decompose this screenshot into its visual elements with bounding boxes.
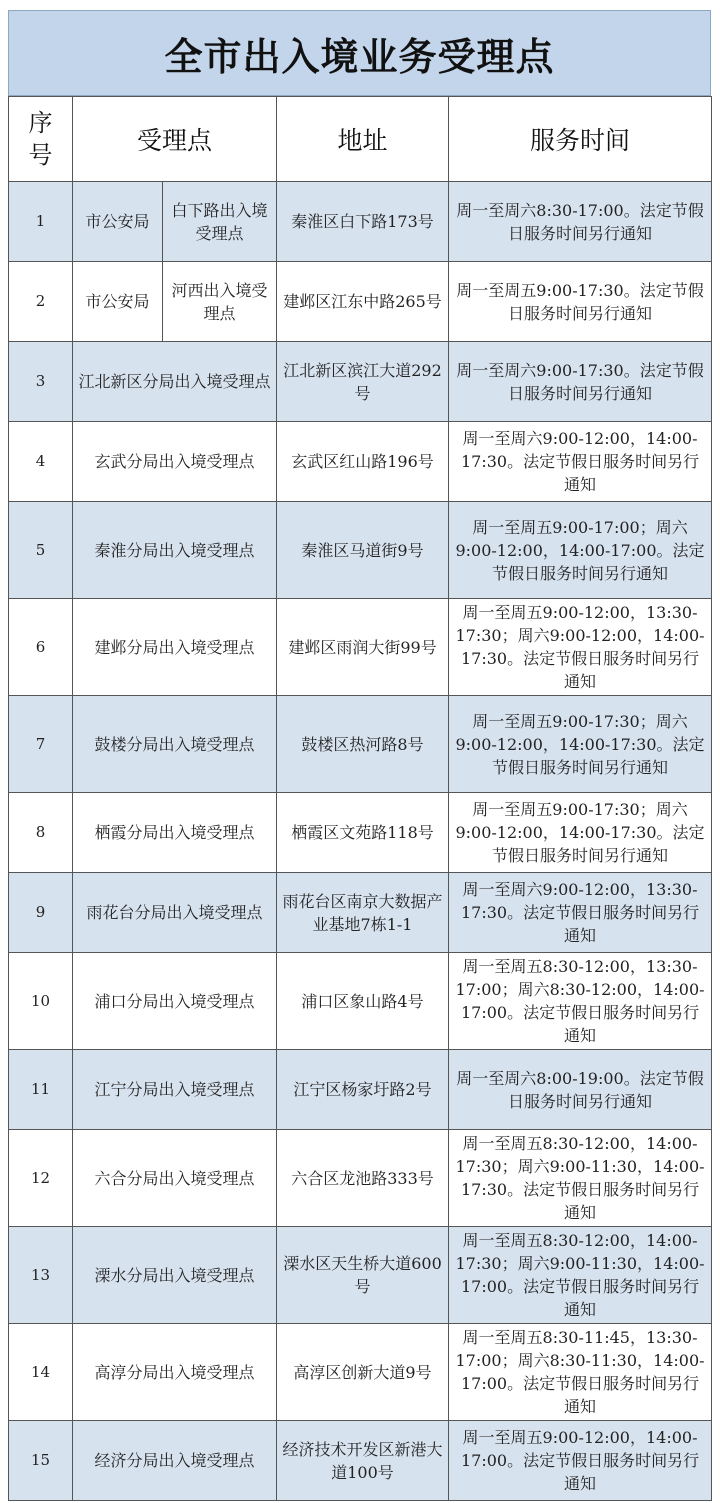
row-number: 15: [9, 1421, 73, 1501]
table-row: [9, 182, 712, 262]
row-number: 12: [9, 1130, 73, 1227]
row-service-point: 白下路出入境受理点: [163, 182, 277, 262]
row-hours: 周一至周五9:00-12:00，14:00-17:00。法定节假日服务时间另行通知: [449, 1421, 712, 1501]
row-service-point: 江北新区分局出入境受理点: [73, 342, 277, 422]
row-service-point: 浦口分局出入境受理点: [73, 953, 277, 1050]
row-hours: 周一至周五9:00-17:30。法定节假日服务时间另行通知: [449, 262, 712, 342]
table-row: [9, 502, 712, 599]
row-number: 9: [9, 873, 73, 953]
row-hours: 周一至周五8:30-12:00，13:30-17:00；周六8:30-12:00，14:00-17:00。法定节假日服务时间另行通知: [449, 953, 712, 1050]
row-address: 建邺区雨润大街99号: [277, 599, 449, 696]
row-number: 5: [9, 502, 73, 599]
row-hours: 周一至周五9:00-17:00；周六9:00-12:00，14:00-17:00。法定节假日服务时间另行通知: [449, 502, 712, 599]
row-hours: 周一至周五8:30-12:00，14:00-17:30；周六9:00-11:30，14:00-17:00。法定节假日服务时间另行通知: [449, 1227, 712, 1324]
page-title: 全市出入境业务受理点: [164, 34, 555, 79]
row-number: 1: [9, 182, 73, 262]
row-number: 8: [9, 793, 73, 873]
row-service-point: 玄武分局出入境受理点: [73, 422, 277, 502]
row-address: 经济技术开发区新港大道100号: [277, 1421, 449, 1501]
service-points-table: [8, 96, 712, 1501]
row-number: 7: [9, 696, 73, 793]
row-service-point: 雨花台分局出入境受理点: [73, 873, 277, 953]
row-number: 11: [9, 1050, 73, 1130]
row-address: 秦淮区白下路173号: [277, 182, 449, 262]
row-number: 10: [9, 953, 73, 1050]
table-row: [9, 873, 712, 953]
row-number: 13: [9, 1227, 73, 1324]
row-service-point: 六合分局出入境受理点: [73, 1130, 277, 1227]
row-hours: 周一至周五9:00-17:30；周六9:00-12:00，14:00-17:30。法定节假日服务时间另行通知: [449, 696, 712, 793]
header-point: 受理点: [73, 97, 277, 182]
row-service-point: 经济分局出入境受理点: [73, 1421, 277, 1501]
table-row: [9, 342, 712, 422]
row-service-point: 高淳分局出入境受理点: [73, 1324, 277, 1421]
row-address: 鼓楼区热河路8号: [277, 696, 449, 793]
row-address: 浦口区象山路4号: [277, 953, 449, 1050]
row-address: 雨花台区南京大数据产业基地7栋1-1: [277, 873, 449, 953]
table-row: [9, 793, 712, 873]
row-service-point: 溧水分局出入境受理点: [73, 1227, 277, 1324]
row-hours: 周一至周五8:30-12:00，14:00-17:30；周六9:00-11:30，14:00-17:30。法定节假日服务时间另行通知: [449, 1130, 712, 1227]
row-address: 江北新区滨江大道292号: [277, 342, 449, 422]
row-number: 3: [9, 342, 73, 422]
table-row: [9, 953, 712, 1050]
row-address: 溧水区天生桥大道600号: [277, 1227, 449, 1324]
table-body: [9, 182, 712, 1501]
row-organization: 市公安局: [73, 182, 163, 262]
row-service-point: 秦淮分局出入境受理点: [73, 502, 277, 599]
table-row: [9, 262, 712, 342]
table-row: [9, 1324, 712, 1421]
row-address: 江宁区杨家圩路2号: [277, 1050, 449, 1130]
table-row: [9, 696, 712, 793]
row-address: 建邺区江东中路265号: [277, 262, 449, 342]
row-service-point: 河西出入境受理点: [163, 262, 277, 342]
table-row: [9, 599, 712, 696]
row-number: 14: [9, 1324, 73, 1421]
row-number: 4: [9, 422, 73, 502]
row-hours: 周一至周五9:00-17:30；周六9:00-12:00，14:00-17:30。法定节假日服务时间另行通知: [449, 793, 712, 873]
row-hours: 周一至周六8:30-17:00。法定节假日服务时间另行通知: [449, 182, 712, 262]
row-organization: 市公安局: [73, 262, 163, 342]
row-address: 栖霞区文苑路118号: [277, 793, 449, 873]
header-address: 地址: [277, 97, 449, 182]
title-banner: [8, 10, 711, 96]
row-service-point: 江宁分局出入境受理点: [73, 1050, 277, 1130]
table-header-row: [9, 97, 712, 182]
row-address: 秦淮区马道街9号: [277, 502, 449, 599]
table-row: [9, 1421, 712, 1501]
row-address: 高淳区创新大道9号: [277, 1324, 449, 1421]
row-hours: 周一至周六9:00-12:00，13:30-17:30。法定节假日服务时间另行通知: [449, 873, 712, 953]
row-address: 六合区龙池路333号: [277, 1130, 449, 1227]
row-number: 6: [9, 599, 73, 696]
row-service-point: 鼓楼分局出入境受理点: [73, 696, 277, 793]
header-seq: 序号: [9, 97, 73, 182]
row-hours: 周一至周六9:00-12:00，14:00-17:30。法定节假日服务时间另行通知: [449, 422, 712, 502]
table-row: [9, 1130, 712, 1227]
row-service-point: 栖霞分局出入境受理点: [73, 793, 277, 873]
table-row: [9, 422, 712, 502]
table-row: [9, 1227, 712, 1324]
row-service-point: 建邺分局出入境受理点: [73, 599, 277, 696]
table-row: [9, 1050, 712, 1130]
row-hours: 周一至周五8:30-11:45，13:30-17:00；周六8:30-11:30，14:00-17:00。法定节假日服务时间另行通知: [449, 1324, 712, 1421]
row-hours: 周一至周六8:00-19:00。法定节假日服务时间另行通知: [449, 1050, 712, 1130]
header-hours: 服务时间: [449, 97, 712, 182]
row-hours: 周一至周六9:00-17:30。法定节假日服务时间另行通知: [449, 342, 712, 422]
row-address: 玄武区红山路196号: [277, 422, 449, 502]
row-hours: 周一至周五9:00-12:00，13:30-17:30；周六9:00-12:00，14:00-17:30。法定节假日服务时间另行通知: [449, 599, 712, 696]
row-number: 2: [9, 262, 73, 342]
